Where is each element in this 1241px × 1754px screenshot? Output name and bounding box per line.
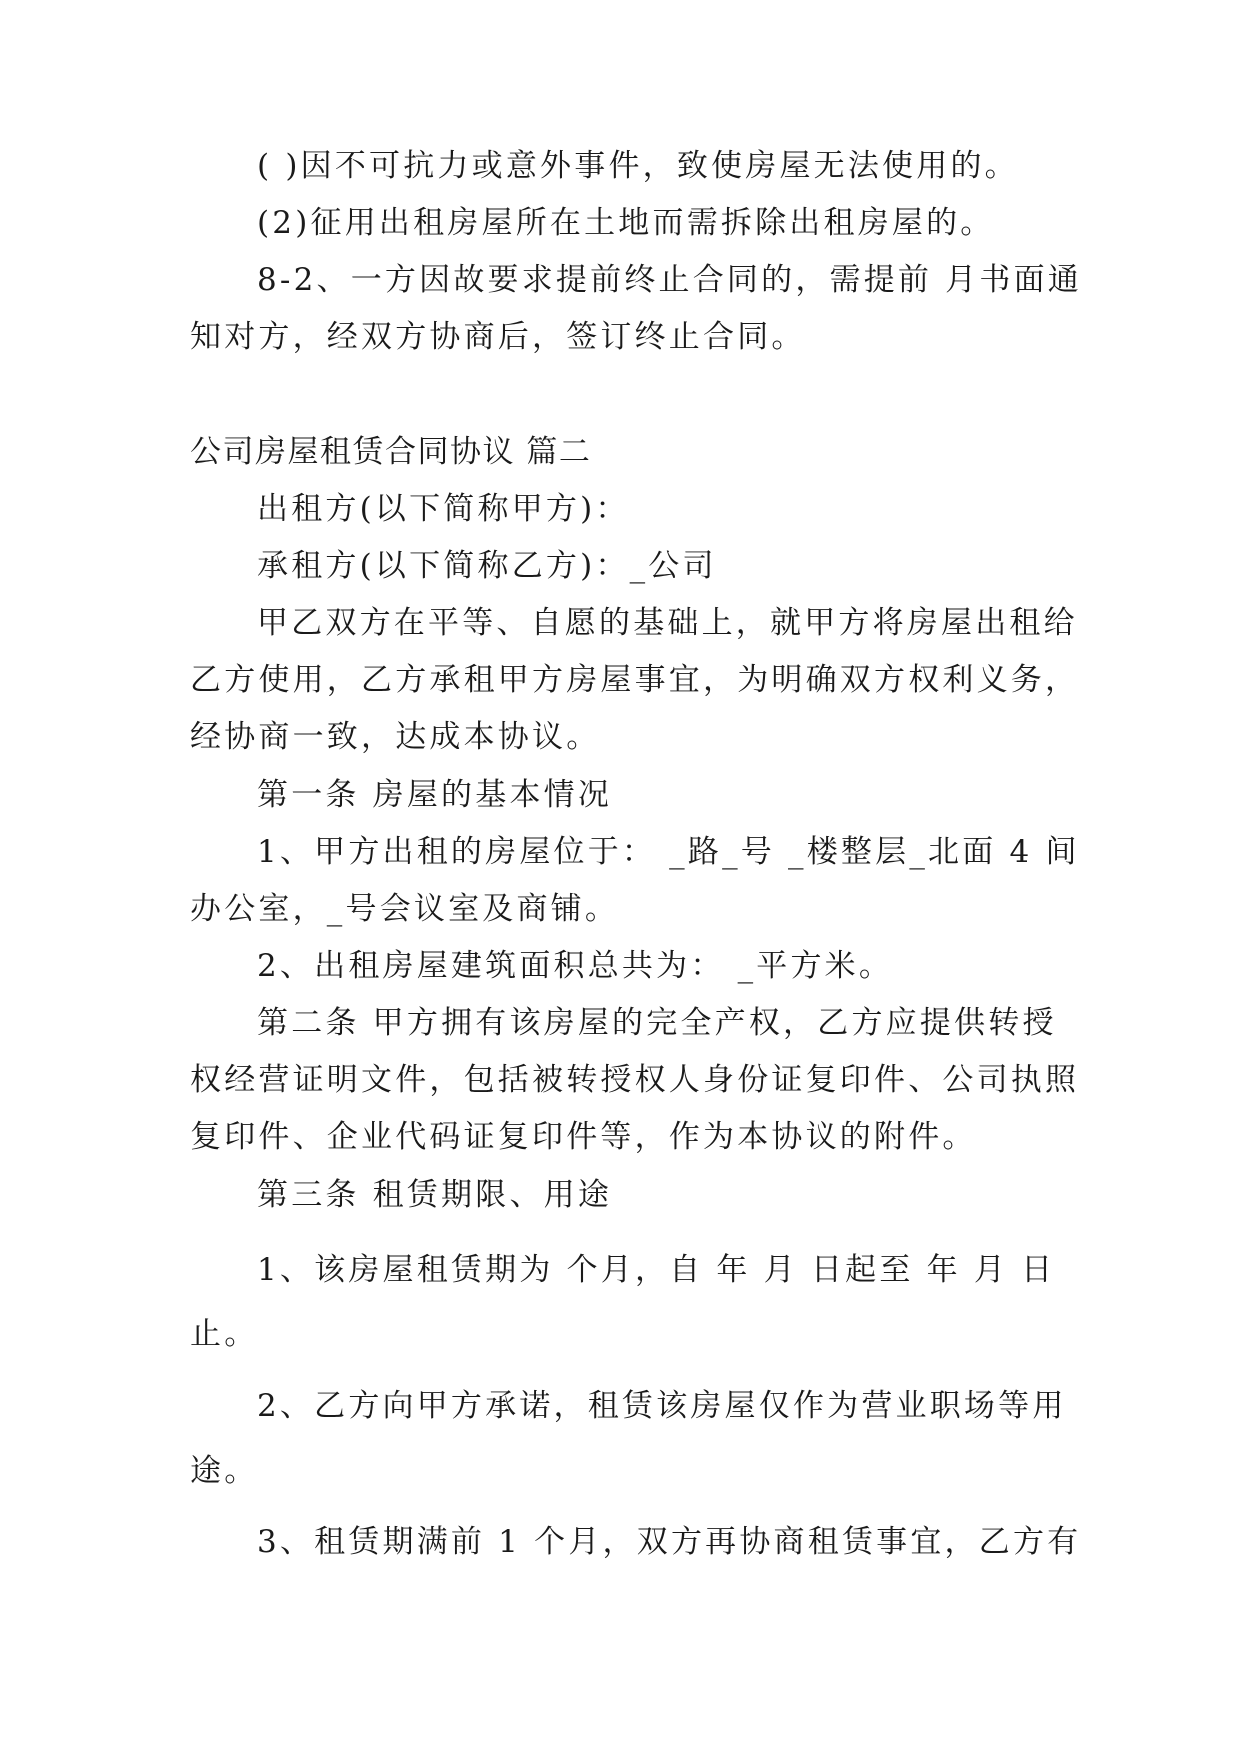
paragraph-line: ( )因不可抗力或意外事件，致使房屋无法使用的。 <box>257 148 1019 184</box>
paragraph-line: 途。 <box>190 1453 259 1489</box>
section-heading: 公司房屋租赁合同协议 篇二 <box>190 434 592 470</box>
paragraph-line: 1、该房屋租赁期为 个月，自 年 月 日起至 年 月 日 <box>257 1252 1056 1288</box>
paragraph-line: 8-2、一方因故要求提前终止合同的，需提前 月书面通 <box>257 262 1082 298</box>
article-heading: 第三条 租赁期限、用途 <box>257 1177 613 1213</box>
paragraph-line: 2、乙方向甲方承诺，租赁该房屋仅作为营业职场等用 <box>257 1388 1067 1424</box>
paragraph-line: 2、出租房屋建筑面积总共为： _平方米。 <box>257 948 894 984</box>
paragraph-line: 乙方使用，乙方承租甲方房屋事宜，为明确双方权利义务， <box>190 662 1080 698</box>
paragraph-line: 出租方(以下简称甲方)： <box>257 491 630 527</box>
paragraph-line: 办公室，_号会议室及商铺。 <box>190 891 620 927</box>
paragraph-line: (2)征用出租房屋所在土地而需拆除出租房屋的。 <box>257 205 995 241</box>
paragraph-line: 甲乙双方在平等、自愿的基础上，就甲方将房屋出租给 <box>257 605 1078 641</box>
paragraph-line: 止。 <box>190 1316 259 1352</box>
paragraph-line: 承租方(以下简称乙方)：_公司 <box>257 548 717 584</box>
article-heading: 第一条 房屋的基本情况 <box>257 777 613 813</box>
paragraph-line: 权经营证明文件，包括被转授权人身份证复印件、公司执照 <box>190 1062 1080 1098</box>
paragraph-line: 1、甲方出租的房屋位于： _路_号 _楼整层_北面 4 间 <box>257 834 1080 870</box>
paragraph-line: 经协商一致，达成本协议。 <box>190 719 601 755</box>
article-heading: 第二条 甲方拥有该房屋的完全产权，乙方应提供转授 <box>257 1005 1057 1041</box>
paragraph-line: 知对方，经双方协商后，签订终止合同。 <box>190 319 806 355</box>
paragraph-line: 3、租赁期满前 1 个月，双方再协商租赁事宜，乙方有 <box>257 1524 1082 1560</box>
paragraph-line: 复印件、企业代码证复印件等，作为本协议的附件。 <box>190 1119 977 1155</box>
